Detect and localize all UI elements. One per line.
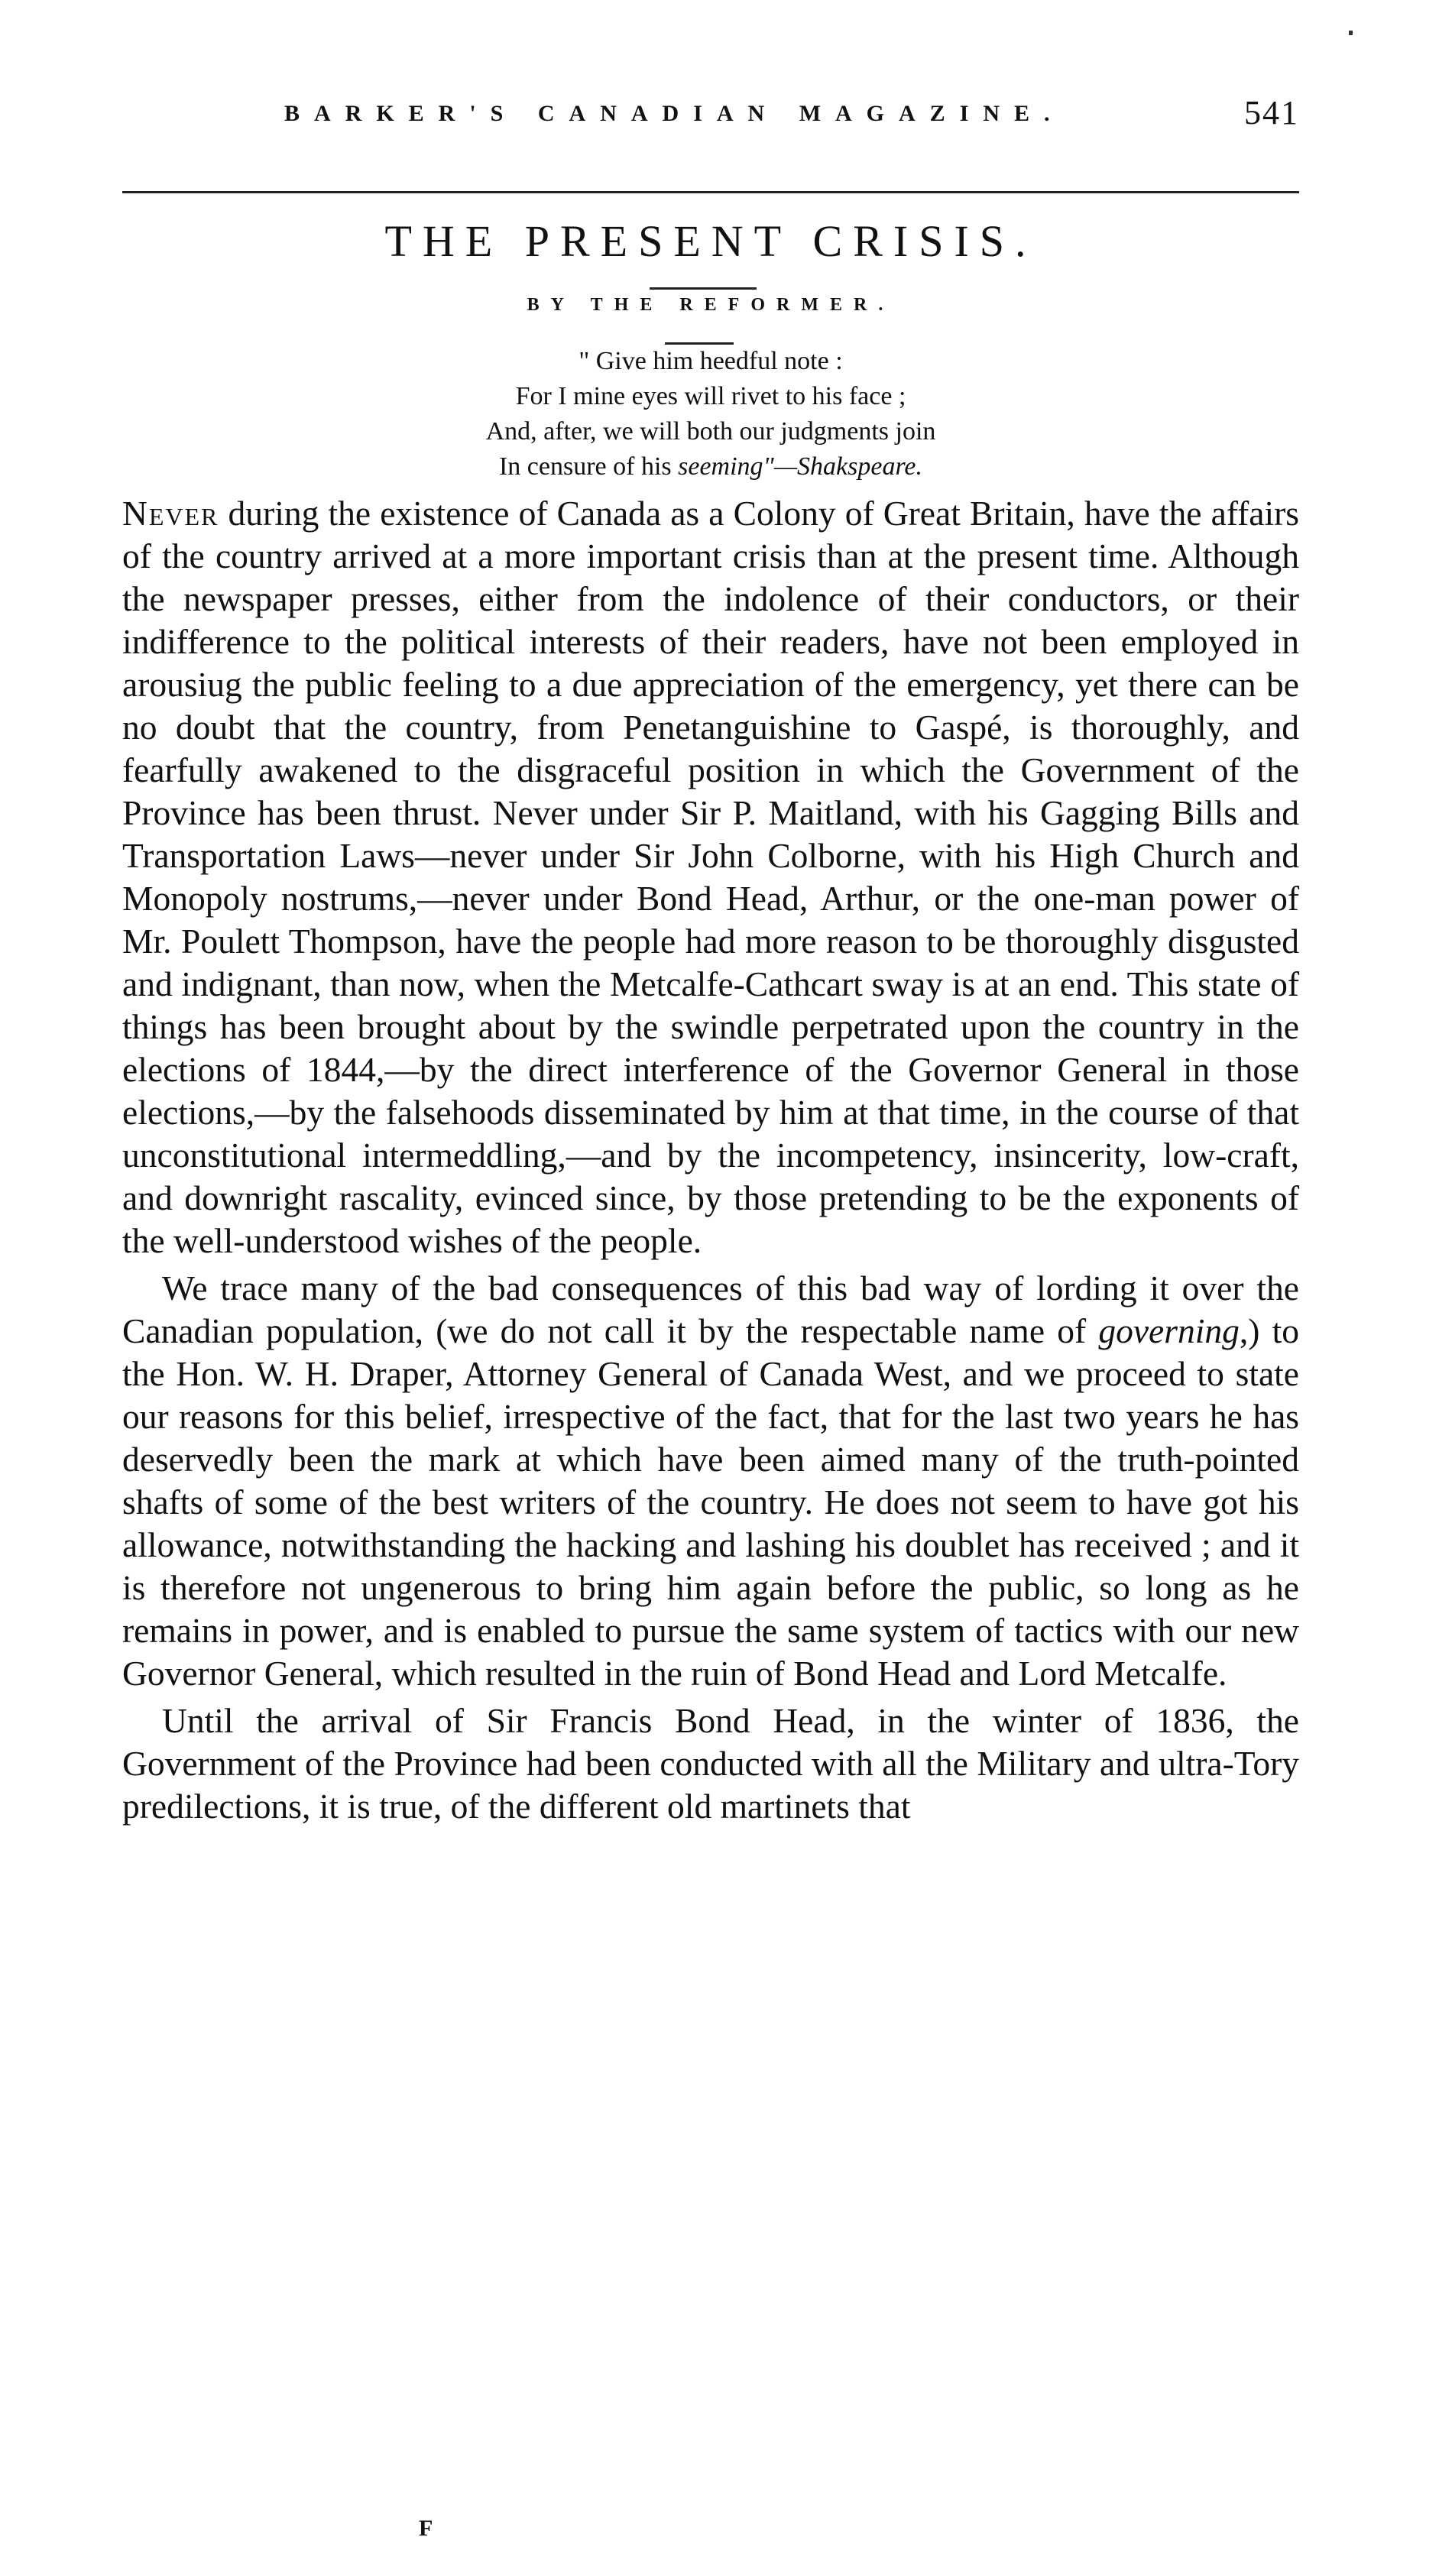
paragraph-1-lead: Never (122, 494, 219, 533)
paragraph-2-text-a: We trace many of the bad consequences of this bad way of lording it over the Canadian population, (we do not call it by the respectable name of (122, 1269, 1299, 1350)
running-title: BARKER'S CANADIAN MAGAZINE. (284, 101, 1065, 126)
title-rule (650, 287, 757, 290)
paragraph-1 (122, 492, 1299, 1262)
paragraph-1-text: during the existence of Canada as a Colony of Great Britain, have the affairs of the country arrived at a more important crisis than at the present time. Although the newspaper presses, either from the indolence of their conductors, or their indifference to the political interests of their readers, have not been employed in arousiug the public feeling to a due appreciation of the emergency, yet there can be no doubt that the country, from Penetanguishine to Gaspé, is thoroughly, and fearfully awakened to the disgraceful position in which the Government of the Province has been thrust. Never under Sir P. Maitland, with his Gagging Bills and Transportation Laws—never under Sir John Colborne, with his High Church and Monopoly nostrums,—never under Bond Head, Arthur, or the one-man power of Mr. Poulett Thompson, have the people had more reason to be thoroughly disgusted and indignant, than now, when the Metcalfe-Cathcart sway is at an end. This state of things has been brought about by the swindle perpetrated upon the country in the elections of 1844,—by the direct interference of the Governor General in those elections,—by the falsehoods disseminated by him at that time, in the course of that unconstitutional intermeddling,—and by the incompetency, insincerity, low-craft, and downright rascality, evinced since, by those pretending to be the exponents of the well-understood wishes of the people. (122, 494, 1299, 1260)
signature-mark: F (419, 2516, 433, 2541)
paragraph-3: Until the arrival of Sir Francis Bond Head, in the winter of 1836, the Government of the Province had been conducted with all the Military and ultra-Tory predilections, it is true, of the different old martinets that (122, 1701, 1299, 1826)
article-title: THE PRESENT CRISIS. (384, 216, 1037, 266)
paragraph-2-italic: governing (1098, 1311, 1240, 1350)
epigraph (122, 344, 1299, 484)
article-body (122, 492, 1299, 1832)
epigraph-line-4 (122, 449, 1299, 484)
epigraph-line-3: And, after, we will both our judgments join (485, 417, 936, 446)
epigraph-line-4-text: In censure of his (498, 452, 679, 481)
paragraph-2-text-b: ,) to the Hon. W. H. Draper, Attorney General of Canada West, and we proceed to state our reasons for this belief, irrespective of the fact, that for the last two years he has deservedly been the mark at which have been aimed many of the truth-pointed shafts of some of the best writers of the country. He does not seem to have got his allowance, notwithstanding the hacking and lashing his doublet has received ; and it is therefore not ungenerous to bring him again before the public, so long as he remains in power, and is enabled to pursue the same system of tactics with our new Governor General, which resulted in the ruin of Bond Head and Lord Metcalfe. (122, 1311, 1299, 1693)
paragraph-2 (122, 1267, 1299, 1695)
epigraph-attribution: seeming"—Shakspeare. (678, 452, 923, 481)
epigraph-line-2: For I mine eyes will rivet to his face ; (515, 382, 906, 410)
running-head (122, 94, 1299, 147)
epigraph-line-1: " Give him heedful note : (579, 347, 843, 375)
page-edge-mark (1349, 31, 1353, 35)
byline: BY THE REFORMER. (527, 295, 895, 315)
page-number: 541 (1244, 94, 1299, 131)
header-rule (122, 191, 1299, 193)
